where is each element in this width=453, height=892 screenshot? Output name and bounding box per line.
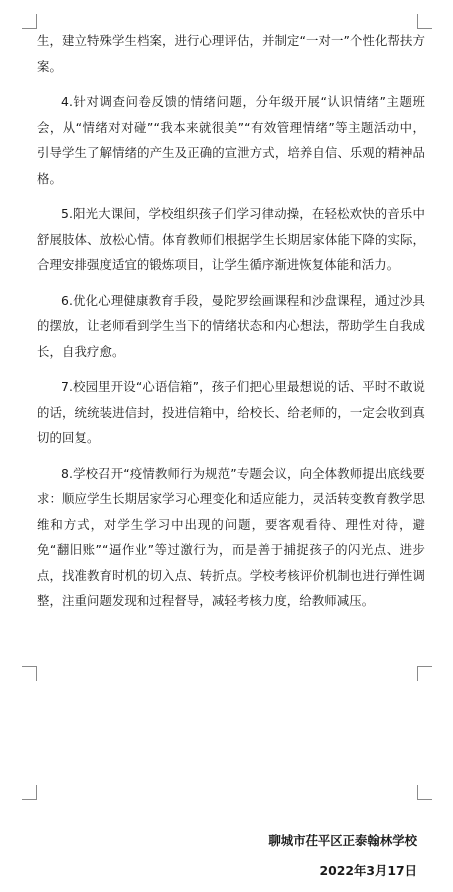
crop-mark-top-right bbox=[417, 14, 432, 29]
paragraph-item-5: 5.阳光大课间，学校组织孩子们学习律动操，在轻松欢快的音乐中舒展肢体、放松心情。体育教师们根据学生长期居家体能下降的实际，合理安排强度适宜的锻炼项目，让学生循序渐进恢复体能和活力。 bbox=[37, 206, 425, 272]
signature-organization: 聊城市茌平区正泰翰林学校 bbox=[268, 833, 417, 848]
signature-block bbox=[268, 826, 417, 886]
paragraph-item-6: 6.优化心理健康教育手段，曼陀罗绘画课程和沙盘课程，通过沙具的摆放，让老师看到学生当下的情绪状态和内心想法，帮助学生自我成长，自我疗愈。 bbox=[37, 292, 425, 359]
paragraph-item-4: 4.针对调查问卷反馈的情绪问题，分年级开展“认识情绪”主题班会，从“情绪对对碰”“我本来就很美”“有效管理情绪”等主题活动中，引导学生了解情绪的产生及正确的宣泄方式，培养自信、乐观的精神品格。 bbox=[37, 94, 425, 186]
crop-mark-bottom-right bbox=[417, 785, 432, 800]
signature-date: 2022年3月17日 bbox=[319, 863, 417, 878]
intro-fragment: 生，建立特殊学生档案，进行心理评估，并制定“一对一”个性化帮扶方案。 bbox=[37, 33, 425, 74]
paragraph-item-7: 7.校园里开设“心语信箱”，孩子们把心里最想说的话、平时不敢说的话，统统装进信封，投进信箱中，给校长、给老师的，一定会收到真切的回复。 bbox=[37, 379, 425, 445]
crop-mark-middle-left bbox=[22, 666, 37, 681]
crop-mark-bottom-left bbox=[22, 785, 37, 800]
document-body bbox=[37, 28, 425, 624]
crop-mark-top-left bbox=[22, 14, 37, 29]
crop-mark-middle-right bbox=[417, 666, 432, 681]
paragraph-item-8: 8.学校召开“疫情教师行为规范”专题会议，向全体教师提出底线要求：顺应学生长期居家学习心理变化和适应能力，灵活转变教育教学思维和方式，对学生学习中出现的问题，要客观看待、理性对待，避免“翻旧账”“逼作业”等过激行为，而是善于捕捉孩子的闪光点、进步点，找准教育时机的切入点、转折点。学校考核评价机制也进行弹性调整，注重问题发现和过程督导，减轻考核力度，给教师减压。 bbox=[37, 465, 425, 608]
